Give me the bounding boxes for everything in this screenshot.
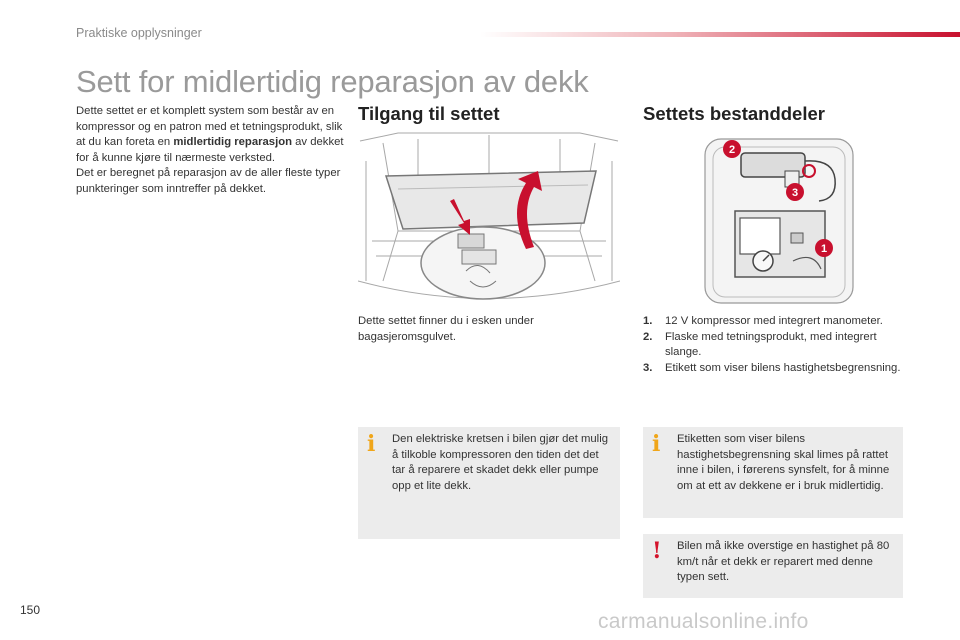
watermark: carmanualsonline.info [598, 610, 809, 633]
parts-list [643, 314, 905, 376]
callout-1 [815, 239, 833, 257]
info-icon: i [652, 431, 661, 457]
header-accent-bar [480, 32, 960, 37]
intro-paragraph-2: Det er beregnet på reparasjon av de aller fleste typer punkteringer som inntreffer på dekket. [76, 167, 341, 195]
list-item [643, 361, 905, 377]
intro-line-2: av dekket for å kunne kjøre til nærmeste verksted. [76, 136, 344, 164]
item-number: 1. [643, 315, 653, 327]
intro-bold-term: midlertidig reparasjon [173, 136, 293, 149]
list-item [643, 330, 905, 361]
warning-icon: ! [652, 538, 662, 564]
info-note-text: Den elektriske kretsen i bilen gjør det mulig å tilkoble kompressoren den tiden det det tar å reparere et skadet dekk eller pumpe opp et lite dekk. [392, 433, 608, 492]
item-number: 3. [643, 361, 653, 374]
item-text: Etikett som viser bilens hastighetsbegrensning. [665, 361, 901, 374]
info-note-circuit [358, 427, 620, 539]
access-text: Dette settet finner du i esken under bagasjeromsgulvet. [358, 315, 534, 343]
intro-text [76, 104, 346, 198]
item-text: 12 V kompressor med integrert manometer. [665, 315, 883, 327]
page-number: 150 [20, 603, 41, 617]
item-text: Flaske med tetningsprodukt, med integrert slange. [665, 330, 877, 359]
trunk-illustration [358, 131, 620, 305]
access-heading: Tilgang til settet [358, 103, 500, 124]
info-icon: i [367, 431, 376, 457]
info-note-label [643, 427, 903, 518]
warning-note [643, 534, 903, 598]
page-title: Sett for midlertidig reparasjon av dekk [76, 64, 589, 99]
item-number: 2. [643, 330, 653, 343]
kit-illustration [643, 131, 905, 305]
parts-heading: Settets bestanddeler [643, 103, 825, 124]
callout-1-label: 1 [820, 243, 828, 255]
info-note-text: Etiketten som viser bilens hastighetsbegrensning skal limes på rattet inne i bilen, i førerens synsfelt, for å minne om at ett av dekkene er i bruk midlertidig. [677, 433, 890, 492]
callout-2-label: 2 [728, 144, 736, 156]
callout-3-label: 3 [791, 187, 799, 199]
callout-3 [786, 183, 804, 201]
callout-2 [723, 140, 741, 158]
section-label: Praktiske opplysninger [76, 26, 202, 40]
intro-paragraph-1 [76, 104, 346, 166]
list-item [643, 314, 905, 330]
warning-note-text: Bilen må ikke overstige en hastighet på 80 km/t når et dekk er reparert med denne typen sett. [677, 540, 890, 584]
intro-line-1: Dette settet er et komplett system som består av en kompressor og en patron med et tetningsprodukt, slik at du kan foreta en [76, 105, 343, 149]
